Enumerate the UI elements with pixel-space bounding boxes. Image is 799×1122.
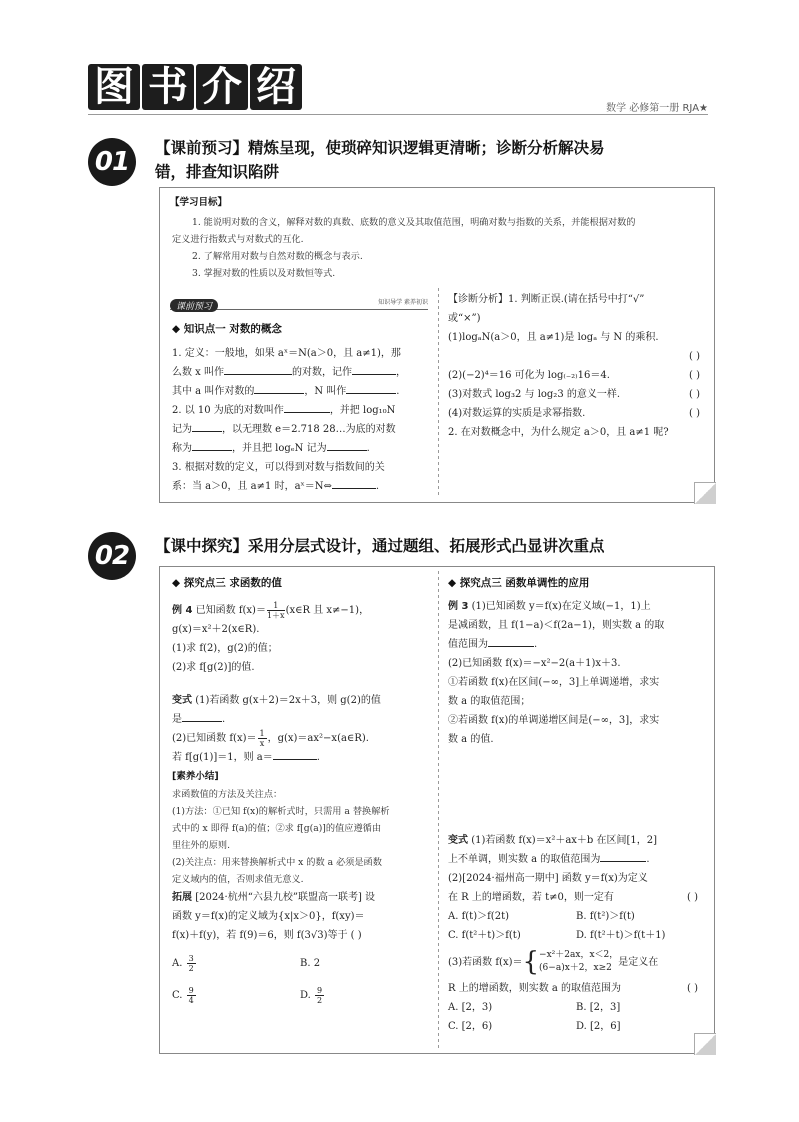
page-curl-icon [694, 482, 716, 504]
text-line: 函数 y＝f(x)的定义域为{x|x＞0}，f(xy)＝ [172, 911, 365, 922]
text-line: 的对数，记作 [292, 367, 352, 378]
text-line: 是减函数，且 f(1−a)＜f(2a−1)，则实数 a 的取 [448, 620, 665, 631]
explore-right-variant: 变式 (1)若函数 f(x)＝x²＋ax＋b 在区间[1，2] 上不单调，则实数 a 的取值范围为 . (2)[2024·福州高一期中] 函数 y＝f(x)为定义 在 R 上的增函数，若 t≠0，则一定有 ( ) A. f(t)＞f(2t) B. f(t²)＞f(t) C. f(t²＋t)＞f(t) D. f(t²＋t)＞f(t＋1) (3)若函数 f(x)＝ { −x²＋2ax，x＜2， (6−a)x＋2，x≥2 是定义在 R 上的增函数，则实数 a 的取值范围为 ( ) A. [2，3) B. [2，3] C. [2，6) D. [2，6] [448, 831, 710, 1036]
text-line: 么数 x 叫作 [172, 367, 224, 378]
answer-paren[interactable]: ( ) [689, 351, 700, 362]
explore-box [159, 566, 715, 1054]
diagnosis [448, 290, 710, 442]
blank[interactable] [488, 635, 534, 647]
summary-body [172, 786, 434, 888]
summary-label: [素养小结] [172, 771, 219, 782]
section-badge-01: 01 [88, 138, 136, 186]
summary-line: (2)关注点：用来替换解析式中 x 的数 a 必须是函数 [172, 857, 382, 868]
logo-char: 书 [142, 64, 194, 110]
fraction: $\frac{1}{x}$ [259, 729, 265, 748]
text-line: ，N 叫作 [304, 386, 347, 397]
text-line: 是定义在 [618, 956, 659, 968]
text-line: 3. 根据对数的定义，可以得到对数与指数间的关 [172, 462, 385, 473]
option-d[interactable]: D. f(t²＋t)＞f(t＋1) [576, 930, 666, 941]
option-c[interactable]: C. f(t²＋t)＞f(t) [448, 930, 521, 941]
extension-label: 拓展 [172, 892, 192, 903]
text-line: (2)已知函数 f(x)＝−x²−2(a＋1)x＋3. [448, 658, 621, 669]
text-line: 2. 以 10 为底的对数叫作 [172, 405, 284, 416]
column-divider [438, 288, 439, 498]
text-line: 上不单调，则实数 a 的取值范围为 [448, 854, 601, 865]
logo-char: 图 [88, 64, 140, 110]
text-line: 称为 [172, 443, 192, 454]
summary-line: 式中的 x 即得 f(a)的值；②求 f[g(a)]的值应遵循由 [172, 823, 382, 834]
answer-paren[interactable]: ( ) [689, 370, 700, 381]
explore-right-body: 例 3 (1)已知函数 y＝f(x)在定义域(−1，1)上 是减函数，且 f(1−a)＜f(2a−1)，则实数 a 的取 值范围为 . (2)已知函数 f(x)＝−x²−2(a＋1)x＋3. ①若函数 f(x)在区间(−∞，3]上单调递增，求实 数 a 的取值范围； ②若函数 f(x)的单调递增区间是(−∞，3]，求实 数 a 的值. [448, 597, 710, 749]
section-1-title [155, 136, 715, 184]
text-line: 值范围为 [448, 639, 488, 650]
text-line: g(x)＝x²＋2(x∈R). [172, 624, 260, 635]
summary-line: 求函数值的方法及关注点： [172, 789, 283, 800]
logo-char: 介 [196, 64, 248, 110]
option-a[interactable]: A. [2，3) [448, 1002, 493, 1013]
diagnosis-heading: 【诊断分析】1. 判断正误.(请在括号中打“√” [448, 294, 645, 305]
text-line: ，g(x)＝ax²−x(a∈R). [267, 733, 369, 744]
text-line: 1. 定义：一般地，如果 aˣ＝N(a＞0，且 a≠1)，那 [172, 348, 401, 359]
blank[interactable] [332, 477, 376, 489]
text-line: (1)若函数 f(x)＝x²＋ax＋b 在区间[1，2] [471, 835, 658, 846]
text-line: ，以无理数 e＝2.718 28…为底的对数 [222, 424, 396, 435]
answer-paren[interactable]: ( ) [687, 983, 698, 994]
text-line: 是 [172, 714, 182, 725]
option-d[interactable]: D. [2，6] [576, 1021, 621, 1032]
book-intro-logo [88, 64, 302, 112]
summary-line: 里往外的原则. [172, 840, 231, 851]
brace-icon: { [522, 947, 540, 977]
judge-item: (1)logₐN(a＞0，且 a≠1)是 logₐ 与 N 的乘积. [448, 332, 659, 343]
summary-line: 定义域内的值，否则求值无意义. [172, 874, 304, 885]
blank[interactable] [192, 439, 232, 451]
option-b[interactable]: B. 2 [300, 957, 321, 969]
blank[interactable] [600, 850, 646, 862]
answer-paren[interactable]: ( ) [689, 408, 700, 419]
text-line: 其中 a 叫作对数的 [172, 386, 255, 397]
section-1-title-line: 错，排查知识陷阱 [155, 163, 280, 181]
option-c[interactable]: C. [2，6) [448, 1021, 493, 1032]
text-line: 已知函数 f(x)＝ [195, 605, 266, 616]
text-line: (2)已知函数 f(x)＝ [172, 733, 257, 744]
judge-item: (4)对数运算的实质是求幂指数. [448, 408, 586, 419]
answer-paren[interactable]: ( ) [689, 389, 700, 400]
summary-line: (1)方法：①已知 f(x)的解析式时，只需用 a 替换解析 [172, 806, 390, 817]
preview-bar-note: 知识导学 素养初识 [378, 299, 428, 306]
text-line: 数 a 的取值范围； [448, 696, 531, 707]
preview-tag: 课前预习 [170, 299, 218, 312]
explore-right-title: ◆ 探究点三 函数单调性的应用 [448, 577, 590, 589]
blank[interactable] [182, 710, 222, 722]
header-subtitle: 数学 必修第一册 RJA★ [606, 103, 708, 114]
piecewise: −x²＋2ax，x＜2， (6−a)x＋2，x≥2 [539, 950, 619, 973]
section-badge-02: 02 [88, 532, 136, 580]
option-d[interactable]: D. $\frac{9}{2}$ [300, 985, 323, 1005]
text-line: (2)求 f[g(2)]的值. [172, 662, 255, 673]
text-line: (1)求 f(2)，g(2)的值； [172, 643, 278, 654]
blank[interactable] [224, 363, 292, 375]
option-a[interactable]: A. f(t)＞f(2t) [448, 911, 509, 922]
option-b[interactable]: B. [2，3] [576, 1002, 621, 1013]
example-label: 例 3 [448, 601, 469, 612]
text-line: 系：当 a＞0，且 a≠1 时，aˣ＝N⇔ [172, 481, 332, 492]
column-divider [438, 571, 439, 1049]
blank[interactable] [254, 382, 304, 394]
text-line: (1)已知函数 y＝f(x)在定义域(−1，1)上 [471, 601, 651, 612]
section-1-title-line: 【课前预习】精炼呈现，使琐碎知识逻辑更清晰；诊断分析解决易 [155, 139, 605, 157]
variant-label: 变式 [448, 835, 468, 846]
judge-item: (2)(−2)⁴＝16 可化为 log₍₋₂₎16＝4. [448, 370, 610, 381]
question-item: 2. 在对数概念中，为什么规定 a＞0，且 a≠1 呢? [448, 427, 669, 438]
blank[interactable] [273, 748, 317, 760]
text-line: (2)[2024·福州高一期中] 函数 y＝f(x)为定义 [448, 873, 648, 884]
blank[interactable] [352, 363, 396, 375]
text-line: ，并且把 logₑN 记为 [232, 443, 327, 454]
text-line: ②若函数 f(x)的单调递增区间是(−∞，3]，求实 [448, 715, 660, 726]
answer-paren[interactable]: ( ) [687, 892, 698, 903]
goal-line: 2. 了解常用对数与自然对数的概念与表示. [192, 251, 363, 262]
blank[interactable] [346, 382, 396, 394]
text-line: 若 f[g(1)]＝1，则 a＝ [172, 752, 273, 763]
preview-bar [170, 294, 428, 310]
text-line: R 上的增函数，则实数 a 的取值范围为 [448, 983, 622, 994]
text-line: 在 R 上的增函数，若 t≠0，则一定有 [448, 892, 614, 903]
page-curl-icon [694, 1033, 716, 1055]
example-label: 例 4 [172, 605, 193, 616]
knowledge-point-title: ◆ 知识点一 对数的概念 [172, 323, 282, 335]
goals-label: 【学习目标】 [170, 197, 228, 208]
option-a[interactable]: A. $\frac{3}{2}$ [172, 953, 194, 973]
blank[interactable] [284, 401, 330, 413]
goal-line: 定义进行指数式与对数式的互化. [172, 234, 304, 245]
text-line: ， [396, 367, 406, 378]
explore-left-title: ◆ 探究点三 求函数的值 [172, 577, 282, 589]
section-2-title: 【课中探究】采用分层式设计，通过题组、拓展形式凸显讲次重点 [155, 537, 605, 555]
judge-item: (3)对数式 log₃2 与 log₂3 的意义一样. [448, 389, 621, 400]
blank[interactable] [192, 420, 222, 432]
variant-label: 变式 [172, 695, 192, 706]
text-line: (3)若函数 f(x)＝ [448, 956, 523, 968]
blank[interactable] [327, 439, 367, 451]
option-b[interactable]: B. f(t²)＞f(t) [576, 911, 635, 922]
learning-goals [172, 214, 707, 282]
text-line: ①若函数 f(x)在区间(−∞，3]上单调递增，求实 [448, 677, 660, 688]
logo-char: 绍 [250, 64, 302, 110]
knowledge-point-body: 1. 定义：一般地，如果 aˣ＝N(a＞0，且 a≠1)，那 么数 x 叫作 的对数，记作 ， 其中 a 叫作对数的 ，N 叫作 . 2. 以 10 为底的对数叫作 ，并把 log₁₀N 记为 ，以无理数 e＝2.718 28…为底的对数 称为 ，并且把 logₑN 记为 . 3. 根据对数的定义，可以得到对数与指数间的关 系：当 a＞0，且 a≠1 时，aˣ＝N⇔ . [172, 344, 430, 496]
text-line: f(x)＋f(y)，若 f(9)＝6，则 f(3√3)等于 ( ) [172, 930, 362, 941]
option-c[interactable]: C. $\frac{9}{4}$ [172, 985, 194, 1005]
explore-left-body: 例 4 已知函数 f(x)＝ $\frac{1}{1+x}$ (x∈R 且 x≠−1)， g(x)＝x²＋2(x∈R). (1)求 f(2)，g(2)的值； (2)求 f[g(2)]的值. 变式 (1)若函数 g(x＋2)＝2x＋3，则 g(2)的值 是 . (2)已知函数 f(x)＝ $\frac{1}{x}$ ，g(x)＝ax²−x(a∈R). 若 f[g(1)]＝1，则 a＝ . [素养小结] 求函数值的方法及关注点： (1)方法：①已知 f(x)的解析式时，只需用 a 替换解析 式中的 x 即得 f(a)的值；②求 f[g(a)]的值应遵循由 里往外的原则. (2)关注点：用来替换解析式中 x 的数 a 必须是函数 定义域内的值，否则求值无意义. 拓展 [2024·杭州“六县九校”联盟高一联考] 设 函数 y＝f(x)的定义域为{x|x＞0}，f(xy)＝ f(x)＋f(y)，若 f(9)＝6，则 f(3√3)等于 ( ) A. $\frac{3}{2}$ B. 2 C. $\frac{9}{4}$ D. $\frac{9}{2}$ [172, 601, 434, 1009]
fraction: $\frac{1}{1+x}$ [266, 601, 285, 620]
text-line: (x∈R 且 x≠−1)， [285, 605, 370, 616]
text-line: 记为 [172, 424, 192, 435]
text-line: 数 a 的值. [448, 734, 494, 745]
text-line: (1)若函数 g(x＋2)＝2x＋3，则 g(2)的值 [195, 695, 381, 706]
diagnosis-heading: 或“×”) [448, 313, 481, 324]
header-divider [88, 114, 708, 115]
goal-line: 1. 能说明对数的含义，解释对数的真数、底数的意义及其取值范围，明确对数与指数的关系，并能根据对数的 [192, 217, 636, 228]
preview-box [159, 187, 715, 503]
goal-line: 3. 掌握对数的性质以及对数恒等式. [192, 268, 336, 279]
text-line: [2024·杭州“六县九校”联盟高一联考] 设 [195, 892, 376, 903]
text-line: ，并把 log₁₀N [329, 405, 396, 416]
